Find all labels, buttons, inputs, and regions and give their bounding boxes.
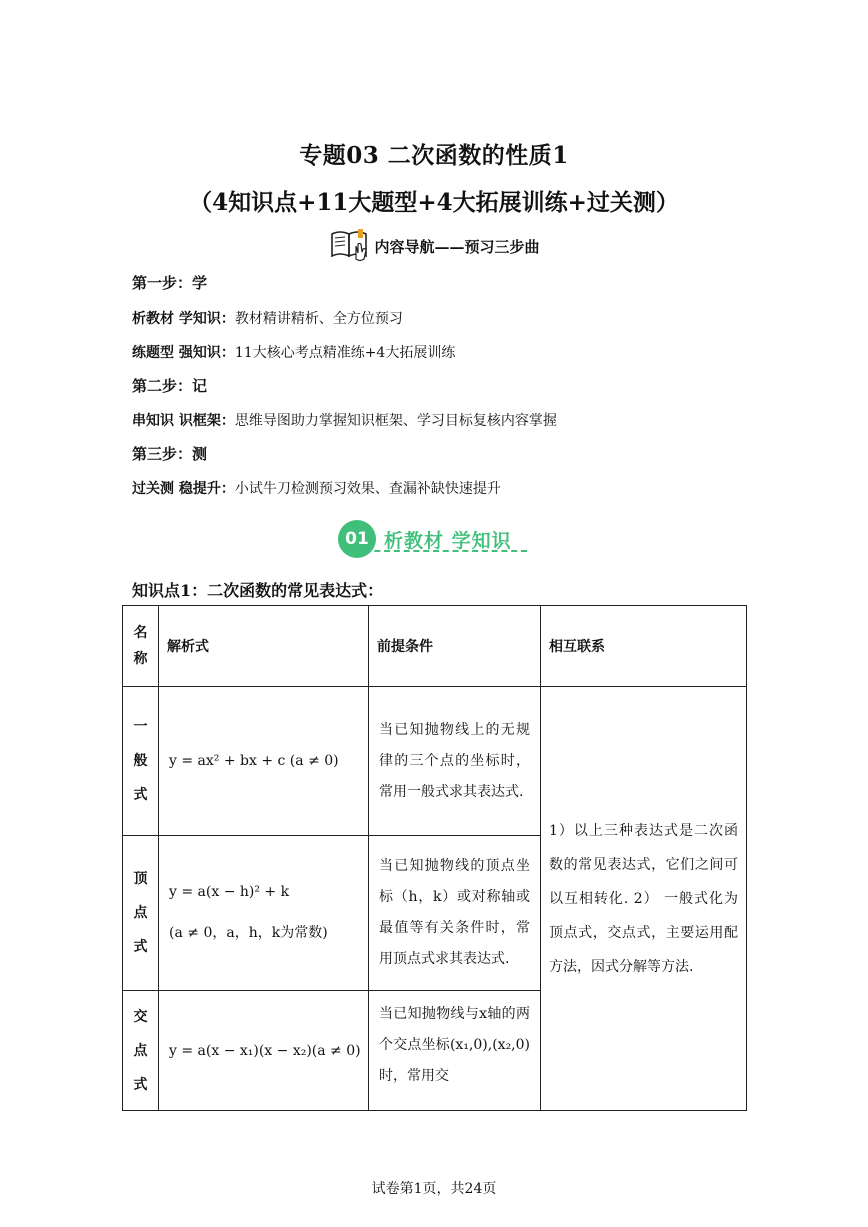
step-heading: 第三步：测 (132, 445, 208, 463)
table-header-row (123, 606, 747, 687)
section-underline (345, 550, 527, 552)
page-title: 专题03 二次函数的性质1 (299, 142, 569, 169)
row-formula: y = a(x − x₁)(x − x₂)(a ≠ 0) (159, 991, 369, 1111)
header-relation: 相互联系 (541, 606, 747, 687)
step-line: 串知识 识框架：思维导图助力掌握知识框架、学习目标复核内容掌握 (132, 413, 557, 429)
book-hand-icon (328, 226, 372, 266)
step-line: 过关测 稳提升：小试牛刀检测预习效果、查漏补缺快速提升 (132, 481, 501, 497)
section-badge (338, 520, 512, 558)
step-heading: 第二步：记 (132, 377, 208, 395)
relation-cell: 1）以上三种表达式是二次函数的常见表达式，它们之间可以互相转化. 2） 一般式化为顶点式，交点式，主要运用配方法，因式分解等方法. (541, 687, 747, 1111)
header-condition: 前提条件 (369, 606, 541, 687)
nav-label: 内容导航——预习三步曲 (374, 237, 540, 256)
row-name: 一般式 (123, 687, 159, 836)
row-condition: 当已知抛物线与x轴的两个交点坐标(x₁,0),(x₂,0)时，常用交 (369, 991, 541, 1111)
table-row (123, 687, 747, 836)
header-name: 名称 (123, 606, 159, 687)
row-name: 顶点式 (123, 836, 159, 991)
page-footer: 试卷第1页，共24页 (371, 1181, 497, 1197)
header-formula: 解析式 (159, 606, 369, 687)
section-title: 析教材 学知识 (384, 529, 512, 552)
content-nav (0, 226, 868, 266)
row-condition: 当已知抛物线的顶点坐标（h，k）或对称轴或最值等有关条件时，常用顶点式求其表达式. (369, 836, 541, 991)
expression-table (122, 605, 747, 1111)
knowledge-point-title: 知识点1：二次函数的常见表达式： (132, 581, 384, 600)
section-number: 01 (338, 520, 376, 558)
step-heading: 第一步：学 (132, 274, 208, 292)
row-name: 交点式 (123, 991, 159, 1111)
row-formula: y = a(x − h)² + k (a ≠ 0，a，h，k为常数) (159, 836, 369, 991)
step-line: 练题型 强知识：11大核心考点精准练+4大拓展训练 (132, 345, 456, 361)
row-condition: 当已知抛物线上的无规律的三个点的坐标时，常用一般式求其表达式. (369, 687, 541, 836)
page-subtitle: （4知识点+11大题型+4大拓展训练+过关测） (189, 189, 679, 216)
row-formula: y = ax² + bx + c (a ≠ 0) (159, 687, 369, 836)
step-line: 析教材 学知识：教材精讲精析、全方位预习 (132, 311, 403, 327)
